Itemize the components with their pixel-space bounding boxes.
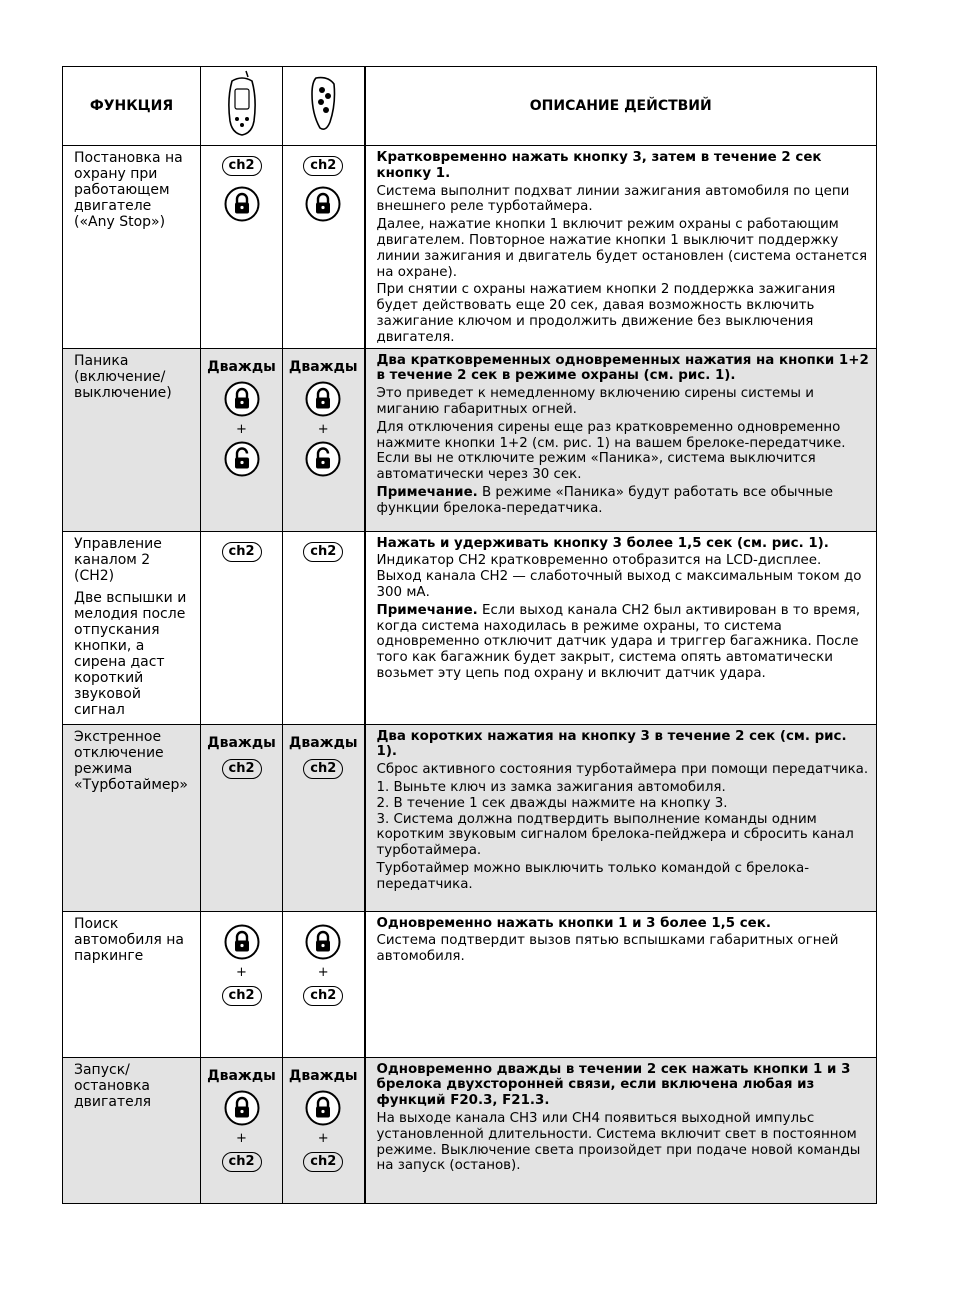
plus-sign: + (317, 964, 329, 980)
twice-label: Дважды (288, 1067, 358, 1084)
header-description: ОПИСАНИЕ ДЕЙСТВИЙ (365, 67, 877, 146)
description-text: При снятии с охраны нажатием кнопки 2 поддержка зажигания будет действовать еще 20 сек, давая возможность включить зажигание ключом и продолжить движение без выключения двигателя. (376, 282, 836, 345)
ch2-icon: ch2 (222, 986, 262, 1006)
description-text: Индикатор CH2 кратковременно отобразится на LCD-дисплее. Выход канала CH2 — слаботочный выход с максимальным током до 300 мА. (376, 553, 862, 600)
description-title: Нажать и удерживать кнопку 3 более 1,5 сек (см. рис. 1). (376, 535, 829, 551)
functions-table (62, 66, 877, 1204)
description-title: Два кратковременных одновременных нажатия на кнопки 1+2 в течение 2 сек в режиме охраны (см. рис. 1). (376, 352, 869, 384)
header-function: ФУНКЦИЯ (63, 67, 201, 146)
description-title: Кратковременно нажать кнопку 3, затем в течение 2 сек кнопку 1. (376, 150, 822, 181)
note-label: Примечание. (376, 484, 478, 500)
twice-label: Дважды (288, 358, 358, 375)
lock-open-icon (224, 441, 260, 477)
plus-sign: + (317, 1130, 329, 1146)
lock-closed-icon (305, 1090, 341, 1126)
description-text: 3. Система должна подтвердить выполнение команды одним коротким звуковым сигналом брелока-пейджера и сбросить канал турботаймера. (376, 811, 854, 859)
lock-closed-icon (224, 381, 260, 417)
lock-closed-icon (305, 924, 341, 960)
function-name: Поиск автомобиля на паркинге (74, 915, 184, 964)
function-name: Постановка на охрану при работающем двигателе («Any Stop») (74, 150, 183, 230)
remote-pager-icon (201, 67, 283, 146)
ch2-icon: ch2 (303, 1152, 343, 1172)
description-title: Одновременно дважды в течении 2 сек нажать кнопки 1 и 3 брелока двухсторонней связи, если включена любая из функций F20.3, F21.3. (376, 1061, 851, 1109)
twice-label: Дважды (207, 734, 276, 751)
description-text: Турботаймер можно выключить только командой с брелока-передатчика. (376, 860, 810, 892)
description-text: Далее, нажатие кнопки 1 включит режим охраны с работающим двигателем. Повторное нажатие кнопки 1 выключит поддержку линии зажигания и двигатель будет остановлен (система останется на охране). (376, 217, 868, 280)
function-name: Экстренное отключение режима «Турботаймер» (74, 728, 188, 793)
lock-closed-icon (305, 186, 341, 222)
table-row (63, 911, 877, 1057)
ch2-icon: ch2 (303, 986, 343, 1006)
lock-open-icon (305, 441, 341, 477)
description-text: Система выполнит подхват линии зажигания автомобиля по цепи внешнего реле турботаймера. (376, 183, 850, 215)
twice-label: Дважды (207, 358, 276, 375)
lock-closed-icon (305, 381, 341, 417)
table-row (63, 724, 877, 911)
ch2-icon: ch2 (222, 759, 262, 779)
description-text: 2. В течение 1 сек дважды нажмите на кнопку 3. (376, 795, 728, 811)
table-row (63, 348, 877, 531)
header-row (63, 67, 877, 146)
ch2-icon: ch2 (303, 156, 343, 176)
ch2-icon: ch2 (222, 542, 262, 562)
note-label: Примечание. (376, 602, 478, 618)
ch2-icon: ch2 (222, 156, 262, 176)
plus-sign: + (317, 421, 329, 437)
twice-label: Дважды (207, 1067, 276, 1084)
twice-label: Дважды (288, 734, 358, 751)
remote-key-icon (283, 67, 365, 146)
description-title: Одновременно нажать кнопки 1 и 3 более 1,5 сек. (376, 915, 771, 931)
note-text: В режиме «Паника» будут работать все обычные функции брелока-передатчика. (376, 484, 833, 516)
ch2-icon: ch2 (303, 542, 343, 562)
description-text: Для отключения сирены еще раз кратковременно одновременно нажмите кнопки 1+2 (см. рис. 1) на вашем брелоке-передатчике. Если вы не отключите режим «Паника», система выключится автоматически через 30 сек. (376, 419, 846, 483)
plus-sign: + (236, 1130, 247, 1146)
function-name: Запуск/ остановка двигателя (74, 1061, 152, 1110)
lock-closed-icon (224, 924, 260, 960)
table-row (63, 146, 877, 349)
ch2-icon: ch2 (222, 1152, 262, 1172)
plus-sign: + (236, 964, 247, 980)
lock-closed-icon (224, 1090, 260, 1126)
description-text: 1. Выньте ключ из замка зажигания автомобиля. (376, 779, 726, 795)
lock-closed-icon (224, 186, 260, 222)
description-text: Это приведет к немедленному включению сирены системы и миганию габаритных огней. (376, 386, 814, 417)
plus-sign: + (236, 421, 247, 437)
function-name: Паника (включение/ выключение) (74, 352, 172, 401)
table-row (63, 531, 877, 724)
function-note: Две вспышки и мелодия после отпускания кнопки, а сирена даст короткий звуковой сигнал (74, 589, 187, 718)
description-text: Сброс активного состояния турботаймера при помощи передатчика. (376, 762, 869, 778)
ch2-icon: ch2 (303, 759, 343, 779)
description-title: Два коротких нажатия на кнопку 3 в течение 2 сек (см. рис. 1). (376, 728, 847, 760)
description-text: На выходе канала CH3 или CH4 появиться выходной импульс установленной длительности. Система включит свет в постоянном режиме. Выключение света произойдет при подаче новой команды на запуск (останов). (376, 1110, 861, 1174)
function-name: Управление каналом 2 (CH2) (74, 535, 162, 584)
table-row (63, 1057, 877, 1203)
description-text: Система подтвердит вызов пятью вспышками габаритных огней автомобиля. (376, 933, 839, 965)
note-text: Если выход канала CH2 был активирован в то время, когда система находилась в режиме охраны, то система одновременно отключит датчик удара и триггер багажника. После того как багажник будет закрыт, система опять автоматически возьмет эту цепь под охрану и включит датчик удара. (376, 602, 861, 681)
